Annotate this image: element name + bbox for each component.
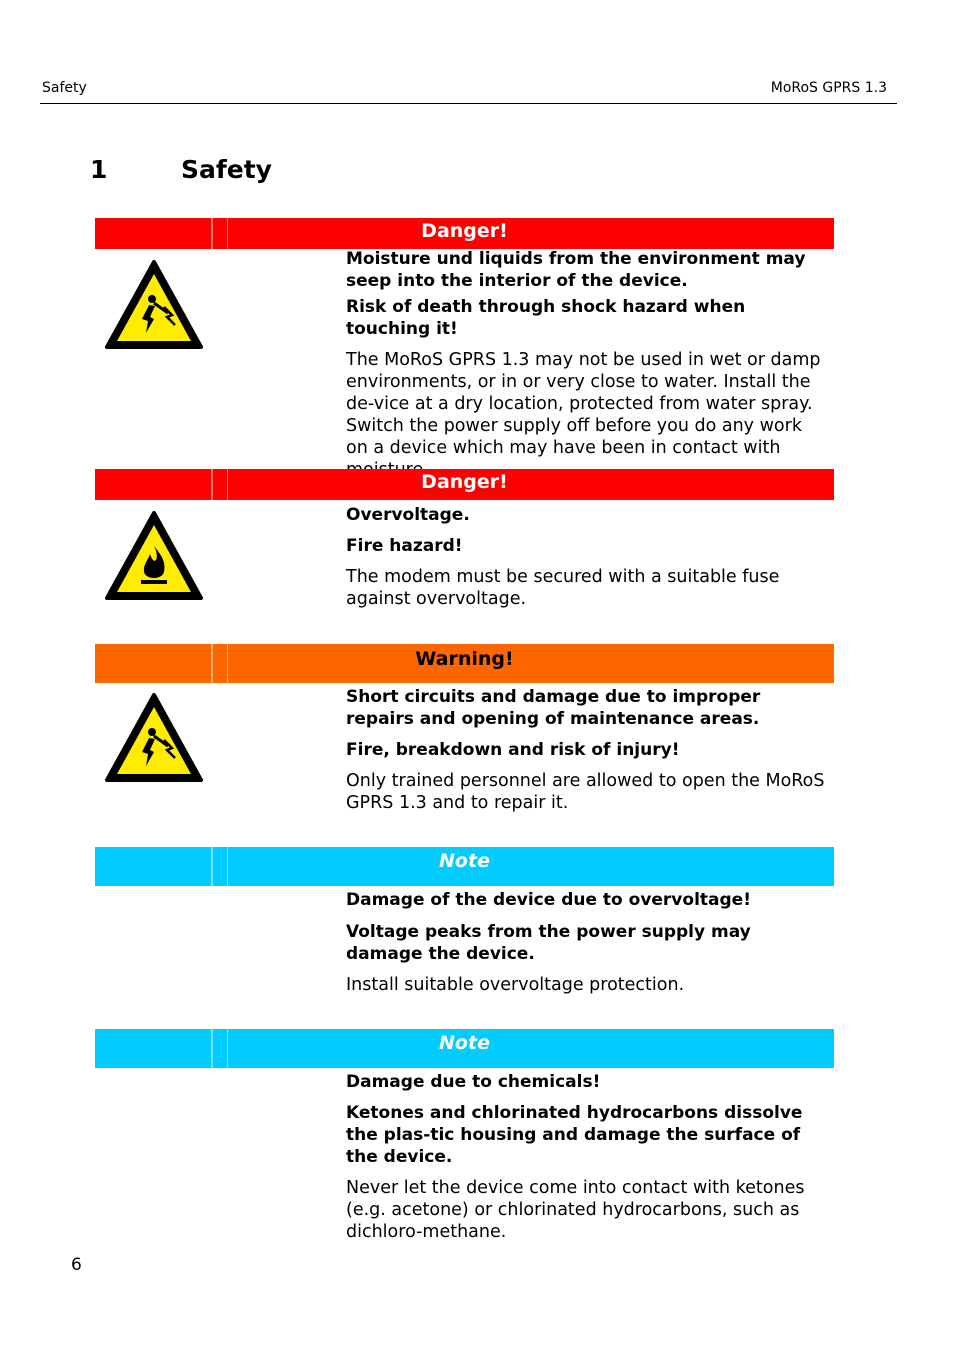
note-instruction: Install suitable overvoltage protection.	[346, 975, 685, 995]
note-instruction: Never let the device come into contact with ketones (e.g. acetone) or chlorinated hydrocarbons, such as dichloro-methane.	[346, 1178, 805, 1242]
note-chemicals	[95, 1029, 834, 1242]
hazard-cause: Short circuits and damage due to improper repairs and opening of maintenance areas.	[346, 687, 761, 729]
note-bar	[95, 1029, 834, 1068]
notice-label: Note	[439, 850, 490, 872]
hazard-cause: Moisture und liquids from the environment may seep into the interior of the device.	[346, 249, 806, 291]
chapter-title: Safety	[181, 155, 272, 184]
hazard-instruction: Only trained personnel are allowed to open the MoRoS GPRS 1.3 and to repair it.	[346, 771, 825, 813]
danger-bar	[95, 469, 834, 500]
fire-hazard-icon	[104, 510, 204, 602]
notice-label: Danger!	[421, 220, 508, 242]
note-overvoltage	[95, 847, 834, 995]
electric-shock-icon	[104, 259, 204, 351]
hazard-instruction: The modem must be secured with a suitable fuse against overvoltage.	[346, 567, 780, 609]
note-cause: Damage due to chemicals!	[346, 1072, 601, 1092]
hazard-instruction: The MoRoS GPRS 1.3 may not be used in wet or damp environments, or in or very close to water. Install the de-vice at a dry location, protected from water spray. Switch the power supply off before you do any work on a device which may have been in contact with	[346, 350, 821, 458]
notice-label: Warning!	[415, 648, 514, 670]
note-consequence: Voltage peaks from the power supply may damage the device.	[346, 922, 751, 964]
note-cause: Damage of the device due to overvoltage!	[346, 890, 751, 910]
notice-label: Danger!	[421, 471, 508, 493]
header-product: MoRoS GPRS 1.3	[770, 80, 887, 96]
note-consequence: Ketones and chlorinated hydrocarbons dissolve the plas-tic housing and damage the surface of the device.	[346, 1103, 803, 1167]
warning-bar	[95, 644, 834, 683]
running-header	[40, 78, 897, 104]
hazard-consequence: Fire, breakdown and risk of injury!	[346, 740, 680, 760]
notice-label: Note	[439, 1032, 490, 1054]
note-bar	[95, 847, 834, 886]
danger-notice-moisture	[95, 218, 834, 458]
page-number: 6	[71, 1255, 82, 1275]
hazard-consequence: Fire hazard!	[346, 536, 463, 556]
electric-shock-icon	[104, 692, 204, 784]
header-section: Safety	[42, 80, 87, 96]
danger-notice-overvoltage	[95, 469, 834, 609]
chapter-number: 1	[90, 155, 108, 184]
danger-bar	[95, 218, 834, 249]
hazard-cause: Overvoltage.	[346, 505, 470, 525]
hazard-consequence: Risk of death through shock hazard when touching it!	[346, 297, 746, 339]
warning-notice-repairs	[95, 644, 834, 813]
